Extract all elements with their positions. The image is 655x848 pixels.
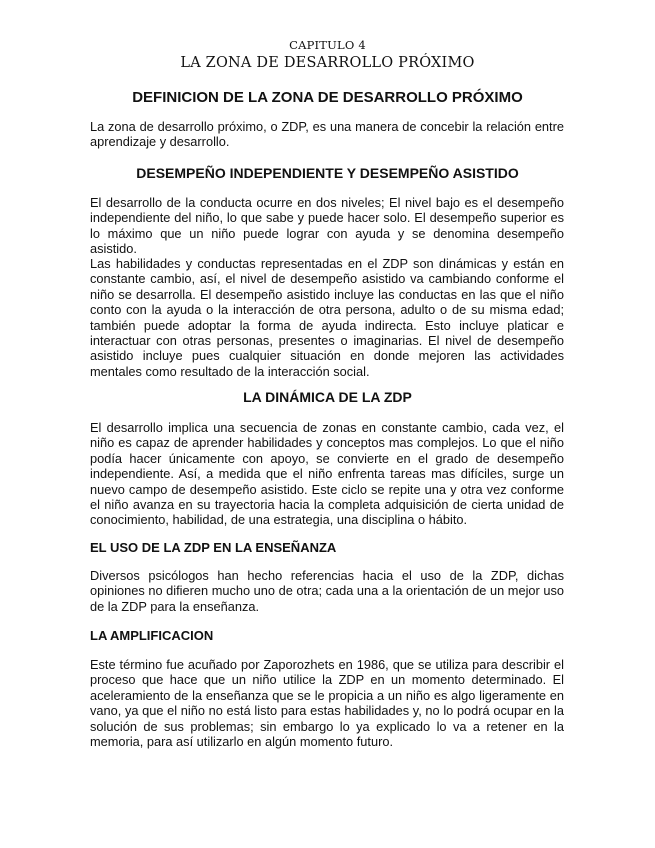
chapter-label: CAPITULO 4 [289,38,366,52]
section-heading-uso: EL USO DE LA ZDP EN LA ENSEÑANZA [90,540,337,555]
paragraph-dinamica: El desarrollo implica una secuencia de zonas en constante cambio, cada vez, el niño es capaz de aprender habilidades y conceptos mas complejos. Lo que el niño podía hacer únicamente con apoyo, se convierte en el grado de desempeño independiente. Así, a medida que el niño enfrenta tareas mas difíciles, surge un nuevo campo de desempeño asistido. Este ciclo se repite una y otra vez conforme el niño avanza en su trayectoria hacia la completa adquisición de cierta unidad de conocimiento, habilidad, de una estrategia, una disciplina o hábito. [90,420,564,528]
paragraph-desempeno-1: El desarrollo de la conducta ocurre en dos niveles; El nivel bajo es el desempeño independiente del niño, lo que sabe y puede hacer solo. El desempeño superior es lo máximo que un niño puede lograr con ayuda y se denomina desempeño asistido. [90,195,564,257]
section-heading-desempeno: DESEMPEÑO INDEPENDIENTE Y DESEMPEÑO ASISTIDO [136,165,519,181]
paragraph-definicion: La zona de desarrollo próximo, o ZDP, es una manera de concebir la relación entre aprendizaje y desarrollo. [90,119,564,150]
paragraph-uso: Diversos psicólogos han hecho referencias hacia el uso de la ZDP, dichas opiniones no difieren mucho uno de otra; cada una a la orientación de un mejor uso de la ZDP para la enseñanza. [90,568,564,614]
section-heading-definicion: DEFINICION DE LA ZONA DE DESARROLLO PRÓXIMO [132,89,523,106]
section-heading-amplificacion: LA AMPLIFICACION [90,628,214,643]
paragraph-amplificacion: Este término fue acuñado por Zaporozhets en 1986, que se utiliza para describir el proceso que hace que un niño utilice la ZDP en un momento determinado. El aceleramiento de la enseñanza que se le propicia a un niño es algo ligeramente en vano, ya que el niño no está listo para estas habilidades y, no lo podrá ocupar en la solución de sus problemas; sin embargo lo ya explicado lo va a retener en la memoria, para así utilizarlo en algún momento futuro. [90,657,564,750]
section-heading-dinamica: LA DINÁMICA DE LA ZDP [243,389,412,405]
chapter-title: LA ZONA DE DESARROLLO PRÓXIMO [180,55,475,71]
paragraph-desempeno-2: Las habilidades y conductas representadas en el ZDP son dinámicas y están en constante cambio, así, el nivel de desempeño asistido va cambiando conforme el niño se desarrolla. El desempeño asistido incluye las conductas en las que el niño conto con la ayuda o la interacción de otra persona, adulto o de su misma edad; también puede adoptar la forma de ayuda indirecta. Esto incluye platicar e interactuar con otras personas, presentes o imaginarias. El nivel de desempeño asistido incluye pues cualquier situación en donde mejoren las actividades mentales como resultado de la interacción social. [90,256,564,379]
